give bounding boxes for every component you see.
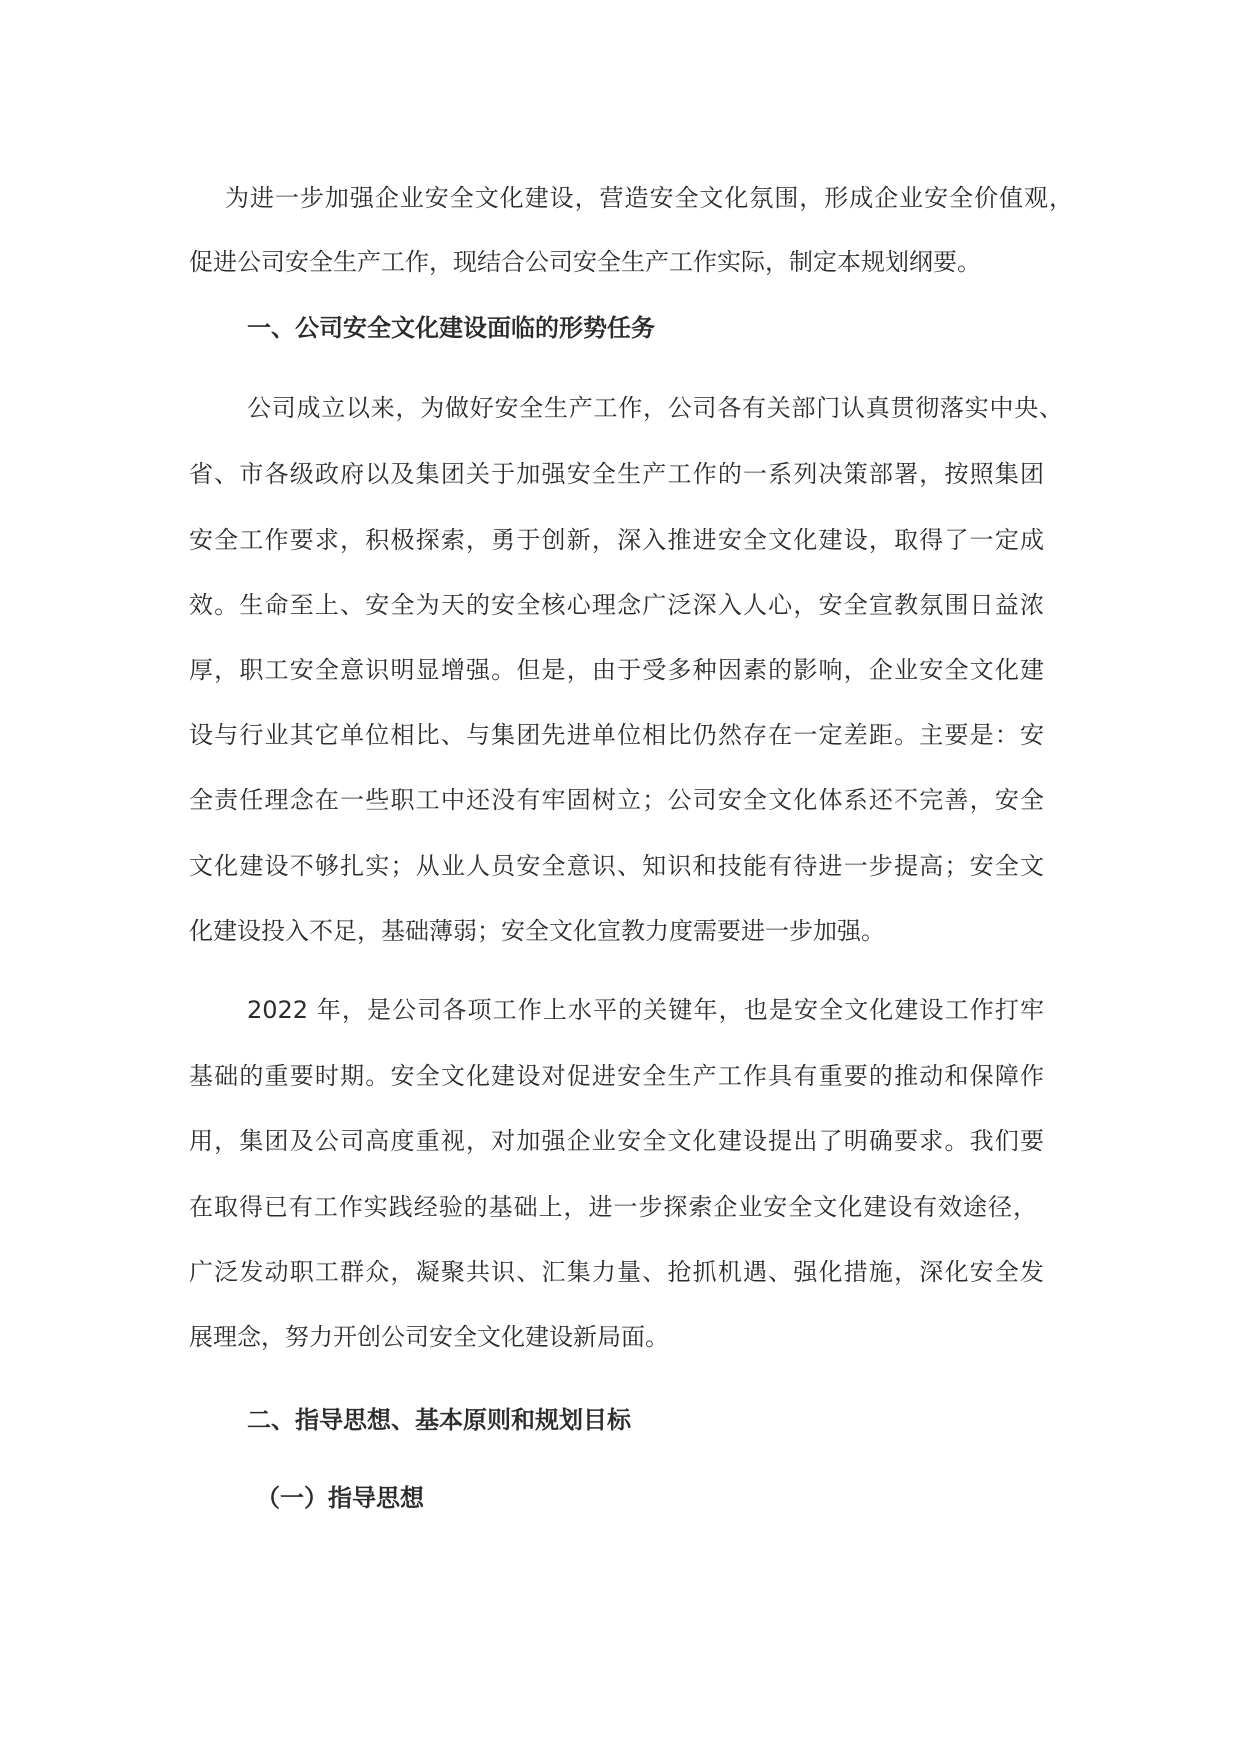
- paragraph-line: 全责任理念在一些职工中还没有牢固树立；公司安全文化体系还不完善，安全: [189, 786, 1044, 814]
- paragraph-line: 基础的重要时期。安全文化建设对促进安全生产工作具有重要的推动和保障作: [189, 1062, 1044, 1090]
- paragraph-line: 效。生命至上、安全为天的安全核心理念广泛深入人心，安全宣教氛围日益浓: [189, 591, 1044, 619]
- paragraph-line: 为进一步加强企业安全文化建设，营造安全文化氛围，形成企业安全价值观，: [225, 184, 1073, 212]
- paragraph-line: 厚，职工安全意识明显增强。但是，由于受多种因素的影响，企业安全文化建: [189, 656, 1044, 684]
- subsection-heading: （一）指导思想: [256, 1484, 424, 1512]
- paragraph-line: 设与行业其它单位相比、与集团先进单位相比仍然存在一定差距。主要是：安: [189, 721, 1044, 749]
- paragraph-line: 文化建设不够扎实；从业人员安全意识、知识和技能有待进一步提高；安全文: [189, 852, 1044, 880]
- paragraph-line: 省、市各级政府以及集团关于加强安全生产工作的一系列决策部署，按照集团: [189, 460, 1044, 488]
- paragraph-line: 广泛发动职工群众，凝聚共识、汇集力量、抢抓机遇、强化措施，深化安全发: [189, 1258, 1044, 1286]
- paragraph-line: 安全工作要求，积极探索，勇于创新，深入推进安全文化建设，取得了一定成: [189, 526, 1044, 554]
- paragraph-line: 在取得已有工作实践经验的基础上，进一步探索企业安全文化建设有效途径，: [189, 1193, 1037, 1221]
- paragraph-line: 用，集团及公司高度重视，对加强企业安全文化建设提出了明确要求。我们要: [189, 1127, 1044, 1155]
- paragraph-line: 展理念，努力开创公司安全文化建设新局面。: [189, 1323, 669, 1351]
- paragraph-line: 化建设投入不足，基础薄弱；安全文化宣教力度需要进一步加强。: [189, 917, 885, 945]
- section-heading: 二、指导思想、基本原则和规划目标: [247, 1406, 631, 1434]
- paragraph-line: 公司成立以来，为做好安全生产工作，公司各有关部门认真贯彻落实中央、: [247, 394, 1063, 422]
- section-heading: 一、公司安全文化建设面临的形势任务: [247, 314, 655, 342]
- paragraph-line: 促进公司安全生产工作，现结合公司安全生产工作实际，制定本规划纲要。: [189, 248, 981, 276]
- paragraph-line: 2022 年，是公司各项工作上水平的关键年，也是安全文化建设工作打牢: [247, 996, 1044, 1024]
